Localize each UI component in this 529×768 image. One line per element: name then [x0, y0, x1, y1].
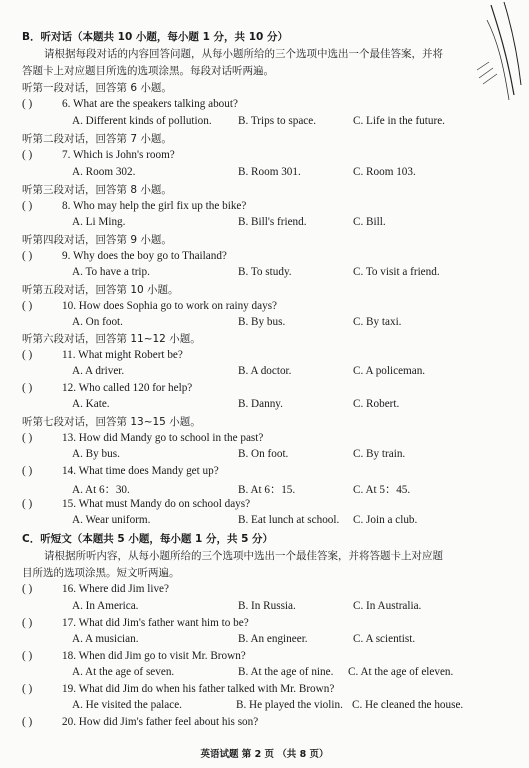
answer-blank[interactable]: ( ) — [22, 583, 33, 595]
question-12: 12. Who called 120 for help? — [62, 382, 193, 394]
question-16: 16. Where did Jim live? — [62, 583, 169, 595]
option-c: C. At 5：45. — [353, 484, 411, 496]
dialogue-label-5: 听第五段对话，回答第 10 小题。 — [22, 284, 179, 296]
answer-blank[interactable]: ( ) — [22, 250, 33, 262]
option-a: A. Kate. — [72, 398, 110, 410]
option-a: A. At 6：30. — [72, 484, 130, 496]
option-c: C. In Australia. — [353, 600, 422, 612]
section-b-title: B．听对话（本题共 10 小题，每小题 1 分，共 10 分） — [22, 31, 288, 43]
option-b: B. On foot. — [238, 448, 289, 460]
option-b: B. At the age of nine. — [238, 666, 334, 678]
option-a: A. To have a trip. — [72, 266, 150, 278]
option-c: C. A policeman. — [353, 365, 426, 377]
option-b: B. At 6：15. — [238, 484, 296, 496]
question-10: 10. How does Sophia go to work on rainy days? — [62, 300, 278, 312]
option-a: A. Li Ming. — [72, 216, 126, 228]
option-c: C. Robert. — [353, 398, 400, 410]
option-c: C. Bill. — [353, 216, 386, 228]
answer-blank[interactable]: ( ) — [22, 498, 33, 510]
dialogue-label-4: 听第四段对话，回答第 9 小题。 — [22, 234, 172, 246]
option-c: C. Join a club. — [353, 514, 418, 526]
dialogue-label-2: 听第二段对话，回答第 7 小题。 — [22, 133, 172, 145]
option-b: B. An engineer. — [238, 633, 308, 645]
option-a: A. Different kinds of pollution. — [72, 115, 212, 127]
option-c: C. By train. — [353, 448, 406, 460]
answer-blank[interactable]: ( ) — [22, 300, 33, 312]
section-b-instruction-2: 答题卡上对应题目所选的选项涂黑。每段对话听两遍。 — [22, 65, 274, 77]
section-c-instruction-2: 目所选的选项涂黑。短文听两遍。 — [22, 567, 180, 579]
option-a: A. By bus. — [72, 448, 120, 460]
option-b: B. Bill's friend. — [238, 216, 307, 228]
question-14: 14. What time does Mandy get up? — [62, 465, 219, 477]
answer-blank[interactable]: ( ) — [22, 650, 33, 662]
answer-blank[interactable]: ( ) — [22, 716, 33, 728]
pen-scratch-marks — [469, 0, 529, 110]
dialogue-label-3: 听第三段对话，回答第 8 小题。 — [22, 184, 172, 196]
option-b: B. He played the violin. — [236, 699, 343, 711]
answer-blank[interactable]: ( ) — [22, 200, 33, 212]
answer-blank[interactable]: ( ) — [22, 432, 33, 444]
option-c: C. By taxi. — [353, 316, 402, 328]
option-c: C. A scientist. — [353, 633, 416, 645]
option-a: A. A driver. — [72, 365, 125, 377]
section-b-instruction-1: 请根据每段对话的内容回答问题，从每小题所给的三个选项中选出一个最佳答案，并将 — [44, 48, 443, 60]
option-b: B. Danny. — [238, 398, 283, 410]
option-a: A. In America. — [72, 600, 139, 612]
section-c-instruction-1: 请根据所听内容，从每小题所给的三个选项中选出一个最佳答案，并将答题卡上对应题 — [44, 550, 443, 562]
option-b: B. In Russia. — [238, 600, 296, 612]
question-15: 15. What must Mandy do on school days? — [62, 498, 251, 510]
question-17: 17. What did Jim's father want him to be? — [62, 617, 249, 629]
option-a: A. On foot. — [72, 316, 123, 328]
option-a: A. A musician. — [72, 633, 139, 645]
dialogue-label-6: 听第六段对话，回答第 11~12 小题。 — [22, 333, 201, 345]
answer-blank[interactable]: ( ) — [22, 382, 33, 394]
option-c: C. He cleaned the house. — [352, 699, 464, 711]
page-footer: 英语试题 第 2 页 （共 8 页） — [200, 749, 329, 760]
option-a: A. He visited the palace. — [72, 699, 182, 711]
answer-blank[interactable]: ( ) — [22, 617, 33, 629]
question-13: 13. How did Mandy go to school in the past? — [62, 432, 264, 444]
option-a: A. At the age of seven. — [72, 666, 175, 678]
option-c: C. At the age of eleven. — [348, 666, 454, 678]
section-c-title: C．听短文（本题共 5 小题，每小题 1 分，共 5 分） — [22, 533, 274, 545]
option-a: A. Room 302. — [72, 166, 136, 178]
question-8: 8. Who may help the girl fix up the bike? — [62, 200, 247, 212]
option-c: C. Room 103. — [353, 166, 416, 178]
dialogue-label-7: 听第七段对话，回答第 13~15 小题。 — [22, 416, 201, 428]
answer-blank[interactable]: ( ) — [22, 683, 33, 695]
option-a: A. Wear uniform. — [72, 514, 151, 526]
question-18: 18. When did Jim go to visit Mr. Brown? — [62, 650, 246, 662]
option-b: B. By bus. — [238, 316, 286, 328]
option-b: B. Eat lunch at school. — [238, 514, 340, 526]
option-c: C. Life in the future. — [353, 115, 445, 127]
question-6: 6. What are the speakers talking about? — [62, 98, 238, 110]
question-7: 7. Which is John's room? — [62, 149, 175, 161]
answer-blank[interactable]: ( ) — [22, 465, 33, 477]
option-b: B. To study. — [238, 266, 292, 278]
option-c: C. To visit a friend. — [353, 266, 440, 278]
option-b: B. Room 301. — [238, 166, 301, 178]
question-19: 19. What did Jim do when his father talked with Mr. Brown? — [62, 683, 335, 695]
question-9: 9. Why does the boy go to Thailand? — [62, 250, 227, 262]
question-20: 20. How did Jim's father feel about his son? — [62, 716, 259, 728]
answer-blank[interactable]: ( ) — [22, 149, 33, 161]
question-11: 11. What might Robert be? — [62, 349, 183, 361]
option-b: B. A doctor. — [238, 365, 292, 377]
dialogue-label-1: 听第一段对话，回答第 6 小题。 — [22, 82, 172, 94]
answer-blank[interactable]: ( ) — [22, 349, 33, 361]
option-b: B. Trips to space. — [238, 115, 317, 127]
answer-blank[interactable]: ( ) — [22, 98, 33, 110]
